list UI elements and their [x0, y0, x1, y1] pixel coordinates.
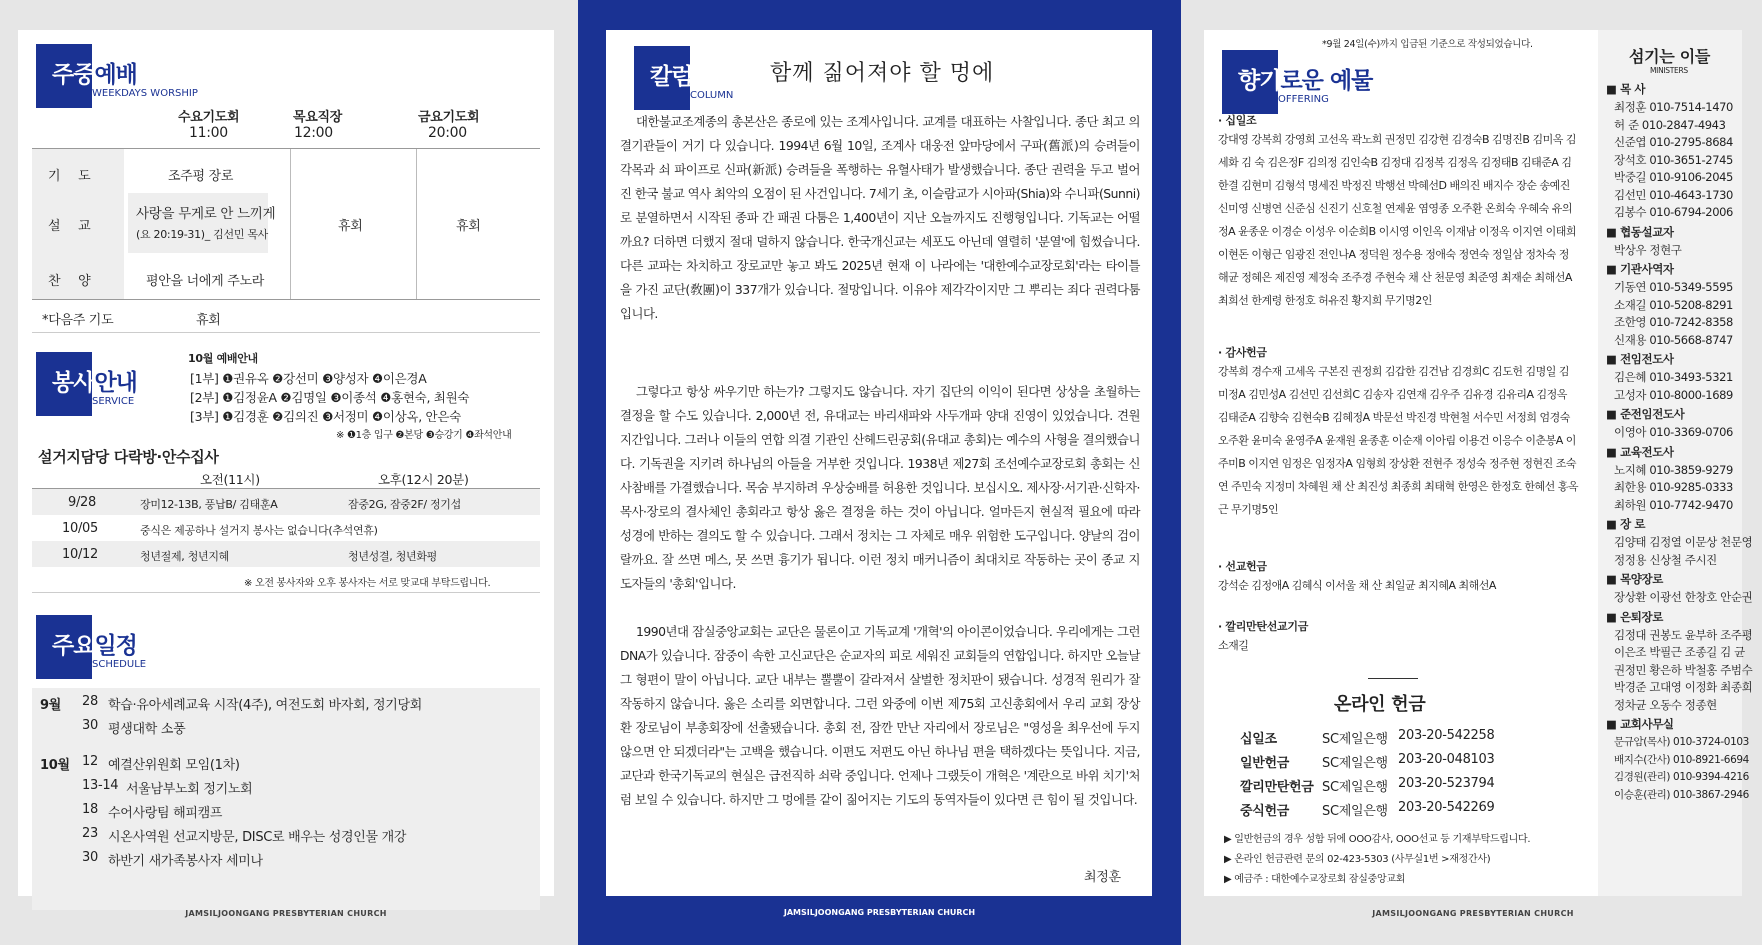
- service-title-b: 안내: [94, 370, 137, 396]
- panel-worship-service: [18, 30, 554, 918]
- column-paragraph-2: 그렇다고 항상 싸우기만 하는가? 그렇지도 않습니다. 자기 집단의 이익이 된다면 상상을 초월하는 결정을 할 수도 있습니다. 2,000년 전, 유대교는 바리새파와 사두개파 양대 진영이 있었습니다. 견원지간입니다. 그러나 이들의 연합 의결 기관인 산헤드린공회(유대교 총회)는 예수의 사형을 결의했습니다. 기독권을 지키려 하나님의 아들을 거부한 것입니다. 1938년 제27회 조선예수교장로회 총회는 신사참배를 가결했습니다. 목숨 부지하려 우상숭배를 허용한 것입니다. 보십시오. 제사장·서기관·신학자·목사·장로의 결사체인 총회라고 항상 옳은 결정을 하는 것이 아닙니다. 얼마든지 현실적 필요에 따라 성경에 반하는 결의도 할 수 있습니다. 그래서 정치는 그 자체로 매우 위험한 도구입니다. 양날의 검이랄까요. 잘 쓰면 메스, 못 쓰면 흉기가 됩니다. 이런 정치 매커니즘이 최대치로 작동하는 곳이 종교 지도자들의 '총회'입니다.: [620, 384, 1140, 591]
- account-number: 203-20-542269: [1398, 800, 1495, 815]
- row-bg: [32, 489, 540, 515]
- minister-entry: 장상환 이광선 한창호 안순권: [1614, 590, 1753, 604]
- offering-info: ▶ 온라인 헌금관련 문의 02-423-5303 (사무실1번 >재정간사): [1224, 854, 1491, 865]
- worship-title-b: 예배: [94, 62, 137, 88]
- ministers-group-heading: ■ 교회사무실: [1606, 717, 1674, 731]
- account-type: 일반헌금: [1240, 756, 1290, 771]
- next-prayer-value: 휴회: [196, 313, 221, 328]
- divider: [32, 299, 540, 300]
- divider: [290, 149, 291, 299]
- pray-label: 기 도: [48, 169, 91, 184]
- minister-entry: 정정용 신상철 주시진: [1614, 552, 1717, 567]
- schedule-event: 예결산위원회 모임(1차): [108, 758, 240, 773]
- worship-title-a: 주중: [52, 62, 95, 88]
- divider: [1368, 678, 1418, 679]
- footer-church-name: JAMSILJOONGANG PRESBYTERIAN CHURCH: [185, 909, 387, 918]
- account-type: 중식헌금: [1240, 804, 1290, 819]
- minister-entry: 김봉수 010-6794-2006: [1614, 205, 1733, 219]
- sermon-title: 사랑을 무게로 안 느끼게: [136, 206, 276, 222]
- offering-info: ▶ 일반헌금의 경우 성함 뒤에 OOO감사, OOO선교 등 기재부탁드립니다.: [1224, 834, 1531, 845]
- column-tag-en: COLUMN: [690, 90, 734, 101]
- schedule-event: 수어사랑팀 해피캠프: [108, 806, 223, 821]
- panel-offering: [1204, 30, 1753, 918]
- offering-group-label: · 선교헌금: [1218, 560, 1267, 573]
- service-line-1: [1부] ❶권유옥 ❷강선미 ❸양성자 ❹이은경A: [190, 371, 427, 386]
- offering-group-label: · 감사헌금: [1218, 346, 1267, 359]
- divider: [416, 149, 417, 299]
- offering-names: 강석순 김정애A 김혜식 이서울 채 산 최일균 최지혜A 최해선A: [1218, 579, 1496, 592]
- dish-date: 9/28: [68, 495, 96, 510]
- offering-group-label: · 깔리만탄선교기금: [1218, 620, 1309, 633]
- column-title: 함께 짊어져야 할 멍에: [770, 61, 995, 86]
- offering-group-label: · 십일조: [1218, 114, 1257, 127]
- minister-entry: 이영아 010-3369-0706: [1614, 425, 1733, 439]
- ministers-group-heading: ■ 준전임전도사: [1606, 407, 1685, 421]
- schedule-event: 하반기 새가족봉사자 세미나: [108, 854, 263, 869]
- sermon-label: 설 교: [48, 219, 91, 234]
- minister-entry: 이승훈(관리) 010-3867-2946: [1614, 788, 1749, 801]
- schedule-event: 학습·유아세례교육 시작(4주), 여전도회 바자회, 정기당회: [108, 698, 423, 713]
- offering-note: *9월 24일(수)까지 입금된 기준으로 작성되었습니다.: [1322, 39, 1533, 50]
- dish-pm: 잠중2G, 잠중2F/ 정기섭: [348, 498, 461, 511]
- minister-entry: 정차균 오동수 정종현: [1614, 697, 1717, 712]
- offering-names: 강복희 경수재 고세옥 구본진 권정희 김갑한 김건남 김경희C 김도헌 김명일 김미정A 김민성A 김선민 김선희C 김송자 김연재 김우주 김유경 김유리A 김정옥 김태준A 김향숙 김현숙B 김혜정A 박문선 박진경 박현철 서수민 서정희 엄경숙 오주환 윤미숙 윤영주A 윤재원 윤종훈 이순재 이아림 이용건 이응수 이춘봉A 이주미B 이지연 임정은 임정자A 임형희 장상환 전현주 정성숙 정주현 정현진 조숙연 주민숙 지정미 차혜원 채 산 최진성 최종희 최태혁 한영은 한정호 한혜선 홍옥근 무기명5인: [1218, 365, 1578, 516]
- schedule-month: 10월: [40, 758, 70, 773]
- account-number: 203-20-048103: [1398, 752, 1495, 767]
- schedule-day: 30: [82, 850, 98, 865]
- minister-entry: 배지수(간사) 010-8921-6694: [1614, 753, 1749, 766]
- schedule-event: 서울남부노회 정기노회: [126, 782, 253, 797]
- minister-entry: 박상우 정현구: [1614, 242, 1682, 257]
- worship-subtitle: WEEKDAYS WORSHIP: [92, 88, 198, 99]
- minister-entry: 김정대 권봉도 윤부하 조주평: [1614, 627, 1753, 642]
- schedule-month: 9월: [40, 698, 62, 713]
- minister-entry: 조한영 010-7242-8358: [1614, 315, 1733, 329]
- offering-names: 소재길: [1218, 639, 1249, 652]
- dish-title: 설거지담당 다락방·안수집사: [38, 448, 219, 466]
- offering-header: [1222, 50, 1392, 114]
- offering-names: 강대영 강복희 강영희 고선옥 곽노희 권정민 김강현 김경숙B 김명진B 김미옥 김세화 김 숙 김은정F 김의정 김인숙B 김정대 김정복 김정옥 김정태B 김태준A 김한결 김현미 김형석 명세진 박정진 박행선 박혜선D 배의진 배지수 장순 송예진 신미영 신병연 신준심 신진기 신호철 연제윤 염영종 오주환 온희숙 우혜숙 유의정A 윤종운 이경순 이성우 이순희B 이시영 이인옥 이재남 이정옥 이지연 이태희 이현돈 이형근 임광진 전인나A 정덕원 정수용 정애숙 정연숙 정일삼 정차숙 정해균 정혜은 제진영 제정숙 조주경 주현숙 채 산 천문영 최준영 최재순 최해선A 최희선 한계령 한정호 허유진 황지희 무기명2인: [1218, 133, 1576, 307]
- schedule-title-a: 주요: [52, 633, 95, 659]
- minister-entry: 이은조 박필근 조종길 김 균: [1614, 645, 1745, 659]
- account-type: 십일조: [1240, 732, 1277, 747]
- schedule-day: 23: [82, 826, 98, 841]
- account-bank: SC제일은행: [1322, 756, 1388, 771]
- ministers-group-heading: ■ 목양장로: [1606, 572, 1663, 586]
- col-fri-time: 20:00: [428, 125, 467, 141]
- ministers-title: 섬기는 이들: [1629, 47, 1711, 66]
- col-thu: 목요직장: [293, 110, 343, 125]
- column-paragraph-3: 1990년대 잠실중앙교회는 교단은 물론이고 기독교계 '개혁'의 아이콘이었습니다. 우리에게는 그런 DNA가 있습니다. 잠중이 속한 고신교단은 순교자의 피로 세워진 교회들의 연합입니다. 하지만 오늘날 그 형편이 말이 아닙니다. 교단 내부는 뿔뿔이 갈라져서 살벌한 정치판이 됐습니다. 성경적 원리가 잘 작동하지 않습니다. 옳은 소리를 외면합니다. 그런 와중에 이번 제75회 고신총회에서 우리 교회 장상환 장로님이 부총회장에 선출됐습니다. 총회 전, 잠깐 만난 자리에서 장로님은 "영성을 최우선에 두지 않으면 안 되겠더라"는 고백을 했습니다. 이편도 저편도 아닌 하나님 편을 택하겠다는 뜻입니다. 지금, 교단과 한국기독교의 현실은 급전직하 쇠락 중입니다. 언제나 그랬듯이 개혁은 '계란으로 바위 치기'처럼 보일 수 있습니다. 하지만 그 멍에를 같이 짊어지는 기도의 동역자들이 있다면 큰 힘이 될 것입니다.: [620, 624, 1140, 807]
- minister-entry: 권정민 황은하 박철홍 주범수: [1614, 662, 1753, 677]
- account-bank: SC제일은행: [1322, 780, 1388, 795]
- ministers-group-heading: ■ 목 사: [1606, 82, 1646, 96]
- schedule-title-b: 일정: [94, 633, 137, 659]
- account-number: 203-20-542258: [1398, 728, 1495, 743]
- column-paragraph-1: 대한불교조계종의 총본산은 종로에 있는 조계사입니다. 교계를 대표하는 사찰입니다. 종단 최고 의결기관들이 거기 다 있습니다. 1994년 6월 10일, 조계사 대웅전 앞마당에서 구파(舊派)의 승려들이 각목과 쇠 파이프로 신파(新派) 승려들을 폭행하는 유혈사태가 발생했습니다. 종단 권력을 두고 벌어진 한국 불교 역사 최악의 오점이 된 사건입니다. 7세기 초, 이슬람교가 시아파(Shia)와 수니파(Sunni)로 분열하면서 시작된 종파 간 패권 다툼은 1,400년이 지난 오늘까지도 진행형입니다. 기독교는 어떨까요? 더하면 더했지 절대 덜하지 않습니다. 한국개신교는 세포도 아닌데 열렬히 '분열'에 힘썼습니다. 다른 교파는 차치하고 장로교만 놓고 봐도 2025년 현재 이 나라에는 '대한예수교장로회'라는 타이틀을 가진 교단(敎團)이 337개가 있습니다. 절망입니다. 이유야 제각각이지만 그 뿌리는 죄다 권력다툼입니다.: [620, 114, 1140, 321]
- dish-am: 청년절제, 청년지혜: [140, 550, 230, 563]
- dish-am: 장미12-13B, 풍납B/ 김태훈A: [140, 498, 278, 511]
- col-thu-time: 12:00: [294, 125, 333, 141]
- sermon-ref: (요 20:19-31)_ 김선민 목사: [136, 228, 268, 241]
- schedule-day: 28: [82, 694, 98, 709]
- minister-entry: 문규암(목사) 010-3724-0103: [1614, 736, 1749, 748]
- divider: [32, 332, 540, 333]
- ministers-group-heading: ■ 협동설교자: [1606, 224, 1674, 239]
- dish-pm: 청년성결, 청년화평: [348, 550, 438, 563]
- worship-header: [36, 44, 236, 108]
- minister-entry: 기동연 010-5349-5595: [1614, 280, 1733, 294]
- service-header: [36, 352, 156, 416]
- schedule-header: [36, 615, 186, 679]
- ministers-group-heading: ■ 은퇴장로: [1606, 609, 1663, 624]
- next-prayer-label: *다음주 기도: [42, 313, 114, 328]
- thu-value: 휴회: [338, 219, 363, 234]
- service-line-2: [2부] ❶김정윤A ❷김명일 ❸이종석 ❹홍현숙, 최원숙: [190, 390, 470, 405]
- dish-date: 10/05: [62, 521, 98, 536]
- schedule-day: 13-14: [82, 778, 119, 793]
- dish-date: 10/12: [62, 547, 98, 562]
- dish-note: ※ 오전 봉사자와 오후 봉사자는 서로 맞교대 부탁드립니다.: [244, 578, 491, 589]
- schedule-day: 30: [82, 718, 98, 733]
- col-wed: 수요기도회: [178, 110, 240, 125]
- col-fri: 금요기도회: [418, 110, 480, 125]
- ministers-group-heading: ■ 전임전도사: [1606, 352, 1674, 366]
- minister-entry: 고성자 010-8000-1689: [1614, 387, 1733, 402]
- dish-am-head: 오전(11시): [200, 472, 260, 487]
- minister-entry: 허 준 010-2847-4943: [1614, 117, 1726, 132]
- minister-entry: 박경준 고대영 이정화 최종희: [1614, 680, 1753, 694]
- account-type: 깔리만탄헌금: [1240, 780, 1314, 795]
- ministers-group-heading: ■ 기관사역자: [1606, 262, 1674, 276]
- schedule-day: 18: [82, 802, 98, 817]
- offering-subtitle: OFFERING: [1278, 94, 1329, 105]
- service-legend: ※ ❶1층 입구 ❷본당 ❸승강기 ❹좌석안내: [336, 430, 512, 441]
- schedule-event: 시온사역원 선교지방문, DISC로 배우는 성경인물 개강: [108, 830, 407, 845]
- offering-title-a: 향기: [1238, 68, 1281, 94]
- dish-am: 중식은 제공하나 설거지 봉사는 없습니다(추석연휴): [140, 524, 378, 537]
- divider: [32, 592, 540, 593]
- minister-entry: 김경원(관리) 010-9394-4216: [1614, 771, 1749, 783]
- minister-entry: 장석호 010-3651-2745: [1614, 152, 1733, 167]
- minister-entry: 최한용 010-9285-0333: [1614, 480, 1733, 494]
- column-tag: 칼럼: [650, 64, 693, 90]
- service-title-a: 봉사: [52, 370, 95, 396]
- service-month: 10월 예배안내: [188, 352, 258, 365]
- minister-entry: 박중길 010-9106-2045: [1614, 170, 1733, 184]
- account-number: 203-20-523794: [1398, 776, 1495, 791]
- schedule-event: 평생대학 소풍: [108, 722, 186, 737]
- minister-entry: 김은혜 010-3493-5321: [1614, 370, 1733, 384]
- minister-entry: 최하원 010-7742-9470: [1614, 497, 1733, 512]
- col-wed-time: 11:00: [189, 125, 228, 141]
- minister-entry: 김양태 김정열 이문상 천문영: [1614, 535, 1753, 549]
- schedule-day: 12: [82, 754, 98, 769]
- panel-column: [606, 30, 1152, 896]
- minister-entry: 노지혜 010-3859-9279: [1614, 462, 1733, 477]
- schedule-subtitle: SCHEDULE: [92, 659, 147, 670]
- praise-label: 찬 양: [48, 274, 91, 289]
- pray-value: 조주평 장로: [168, 169, 234, 184]
- service-line-3: [3부] ❶김경훈 ❷김의진 ❸서정미 ❹이상옥, 안은숙: [190, 409, 461, 424]
- minister-entry: 최정훈 010-7514-1470: [1614, 100, 1733, 114]
- praise-value: 평안을 너에게 주노라: [146, 274, 264, 289]
- minister-entry: 신재용 010-5668-8747: [1614, 332, 1733, 347]
- account-bank: SC제일은행: [1322, 804, 1388, 819]
- ministers-group-heading: ■ 교육전도사: [1606, 444, 1674, 459]
- fri-value: 휴회: [456, 219, 481, 234]
- online-title: 온라인 헌금: [1334, 694, 1426, 715]
- minister-entry: 소재길 010-5208-8291: [1614, 297, 1733, 312]
- offering-title-b: 로운 예물: [1280, 68, 1373, 94]
- service-subtitle: SERVICE: [92, 396, 135, 407]
- column-author: 최정훈: [1084, 870, 1121, 885]
- ministers-group-heading: ■ 장 로: [1606, 517, 1646, 531]
- dish-pm-head: 오후(12시 20분): [378, 472, 469, 487]
- minister-entry: 신준엽 010-2795-8684: [1614, 135, 1733, 149]
- offering-info: ▶ 예금주 : 대한예수교장로회 잠실중앙교회: [1224, 874, 1406, 885]
- column-header: [634, 46, 734, 110]
- minister-entry: 김선민 010-4643-1730: [1614, 187, 1733, 202]
- footer-church-name: JAMSILJOONGANG PRESBYTERIAN CHURCH: [1372, 909, 1574, 918]
- row-bg: [32, 541, 540, 567]
- footer-church-name: JAMSILJOONGANG PRESBYTERIAN CHURCH: [783, 908, 976, 917]
- ministers-subtitle: MINISTERS: [1650, 66, 1688, 75]
- account-bank: SC제일은행: [1322, 732, 1388, 747]
